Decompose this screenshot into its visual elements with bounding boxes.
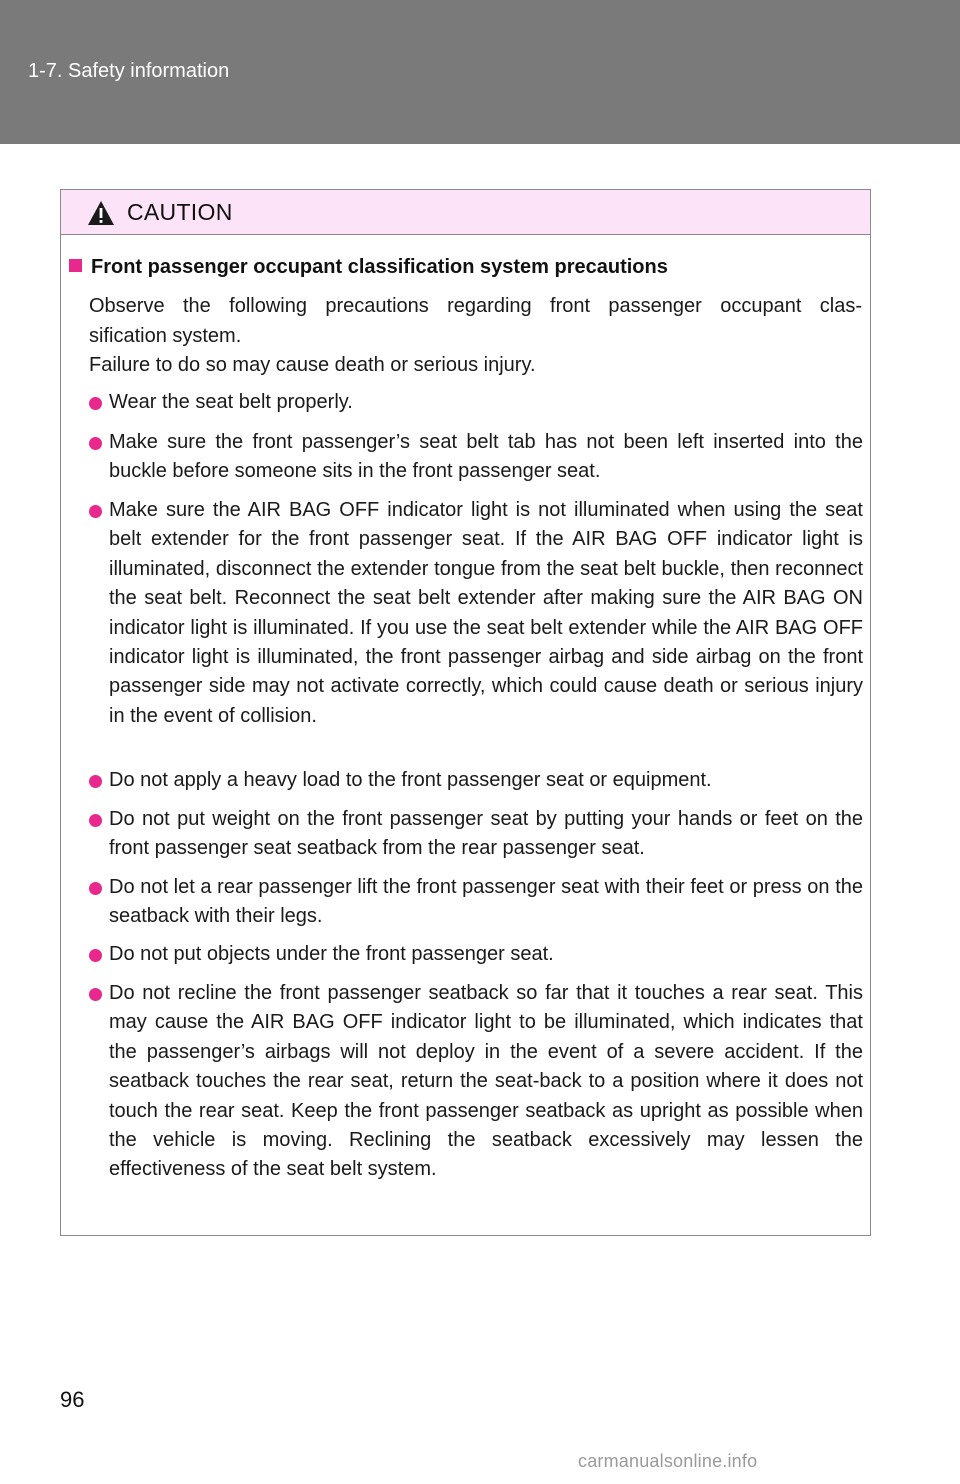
list-item xyxy=(89,805,863,864)
bullet-dot-icon xyxy=(89,775,102,788)
intro-line-3: Failure to do so may cause death or serious injury. xyxy=(89,354,536,376)
list-item xyxy=(89,940,863,969)
list-item-text: Do not put weight on the front passenger seat by putting your hands or feet on the front passenger seat seatback from the rear passenger seat. xyxy=(109,808,863,860)
list-item-text: Do not put objects under the front passenger seat. xyxy=(109,943,554,965)
watermark: carmanualsonline.info xyxy=(578,1451,758,1471)
list-item xyxy=(89,979,863,1185)
bullet-dot-icon xyxy=(89,505,102,518)
page-number: 96 xyxy=(60,1387,85,1412)
intro-paragraph xyxy=(89,292,862,381)
list-item xyxy=(89,873,863,932)
intro-line-2: sification system. xyxy=(89,324,242,347)
bullet-dot-icon xyxy=(89,949,102,962)
square-bullet-icon xyxy=(69,259,82,272)
section-heading-text: Front passenger occupant classification system precautions xyxy=(91,256,668,278)
list-item-text: Do not recline the front passenger seatback so far that it touches a rear seat. This may cause the AIR BAG OFF indicator light to be illuminated, which indicates that the passenger’s airbags will not deploy in the event of a severe accident. If the seatback touches the rear seat, return the seat-back to a position where it does not touch the rear seat. Keep the front passenger seatback as upright as possible when the vehicle is moving. Reclining the seatback excessively may lessen the effectiveness of the seat belt system. xyxy=(109,982,863,1181)
section-title: 1-7. Safety information xyxy=(28,60,230,82)
list-item xyxy=(89,496,863,731)
bullet-dot-icon xyxy=(89,814,102,827)
caution-header xyxy=(61,190,870,235)
list-item-text: Do not let a rear passenger lift the front passenger seat with their feet or press on the seatback with their legs. xyxy=(109,876,863,928)
caution-box xyxy=(60,189,871,1236)
caution-title: CAUTION xyxy=(127,199,233,225)
list-item-text: Do not apply a heavy load to the front passenger seat or equipment. xyxy=(109,769,712,791)
list-item xyxy=(89,766,863,795)
bullet-dot-icon xyxy=(89,397,102,410)
intro-line-1: Observe the following precautions regarding front passenger occupant clas- xyxy=(89,295,862,317)
bullet-dot-icon xyxy=(89,988,102,1001)
bullet-dot-icon xyxy=(89,882,102,895)
list-item xyxy=(89,428,863,487)
bullet-dot-icon xyxy=(89,437,102,450)
list-item-text: Wear the seat belt properly. xyxy=(109,391,353,413)
warning-triangle-icon xyxy=(86,199,116,227)
list-item xyxy=(89,388,863,417)
header-band xyxy=(0,0,960,144)
section-heading xyxy=(69,256,668,279)
list-item-text: Make sure the front passenger’s seat belt tab has not been left inserted into the buckle before someone sits in the front passenger seat. xyxy=(109,431,863,483)
list-item-text: Make sure the AIR BAG OFF indicator light is not illuminated when using the seat belt extender for the front passenger seat. If the AIR BAG OFF indicator light is illuminated, disconnect the extender tongue from the seat belt buckle, then reconnect the seat belt. Reconnect the seat belt extender after making sure the AIR BAG ON indicator light is illuminated. If you use the seat belt extender while the AIR BAG OFF indicator light is illuminated, the front passenger airbag and side airbag on the front passenger side may not activate correctly, which could cause death or serious injury in the event of collision. xyxy=(109,499,863,727)
